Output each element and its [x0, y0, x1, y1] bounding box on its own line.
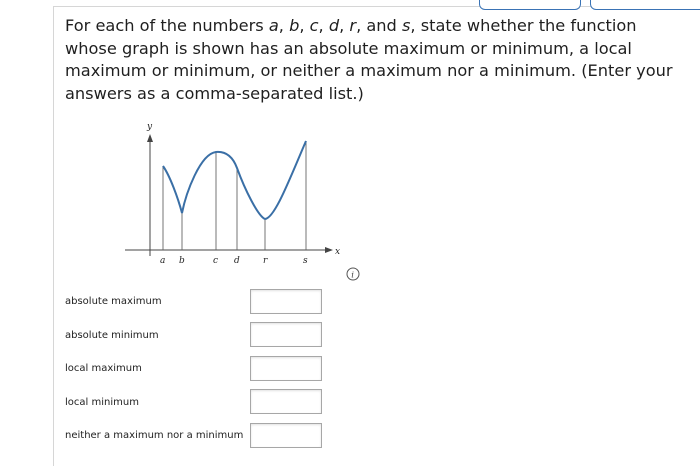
svg-text:i: i: [351, 270, 355, 281]
tick-label-b: b: [179, 256, 185, 266]
question-text: For each of the numbers a, b, c, d, r, and s, state whether the function whose graph is shown has an absolute maximum or minimum, a local maximum or minimum, or neither a maximum nor a minimum. (Enter your answers as a comma-separated list.): [65, 16, 673, 103]
top-tab-button-2[interactable]: [590, 0, 700, 10]
info-icon[interactable]: [346, 267, 360, 281]
neither-input[interactable]: [250, 423, 322, 448]
tick-label-a: a: [160, 256, 166, 266]
top-tab-button-1[interactable]: [479, 0, 581, 10]
function-graph: [120, 118, 350, 273]
x-axis-label: x: [335, 247, 341, 257]
tick-label-c: c: [213, 256, 219, 266]
row-label-neither: neither a maximum nor a minimum: [65, 430, 244, 441]
y-axis-label: y: [147, 122, 153, 132]
row-label-absolute-minimum: absolute minimum: [65, 330, 159, 341]
local-maximum-input[interactable]: [250, 356, 322, 381]
row-label-local-maximum: local maximum: [65, 363, 142, 374]
row-label-absolute-maximum: absolute maximum: [65, 296, 162, 307]
row-label-local-minimum: local minimum: [65, 397, 139, 408]
absolute-minimum-input[interactable]: [250, 322, 322, 347]
y-axis-arrow: [147, 134, 153, 142]
tick-label-r: r: [263, 256, 268, 266]
x-axis-arrow: [325, 247, 333, 253]
local-minimum-input[interactable]: [250, 389, 322, 414]
absolute-maximum-input[interactable]: [250, 289, 322, 314]
tick-label-s: s: [303, 256, 308, 266]
function-curve: [163, 141, 306, 219]
tick-label-d: d: [234, 256, 240, 266]
